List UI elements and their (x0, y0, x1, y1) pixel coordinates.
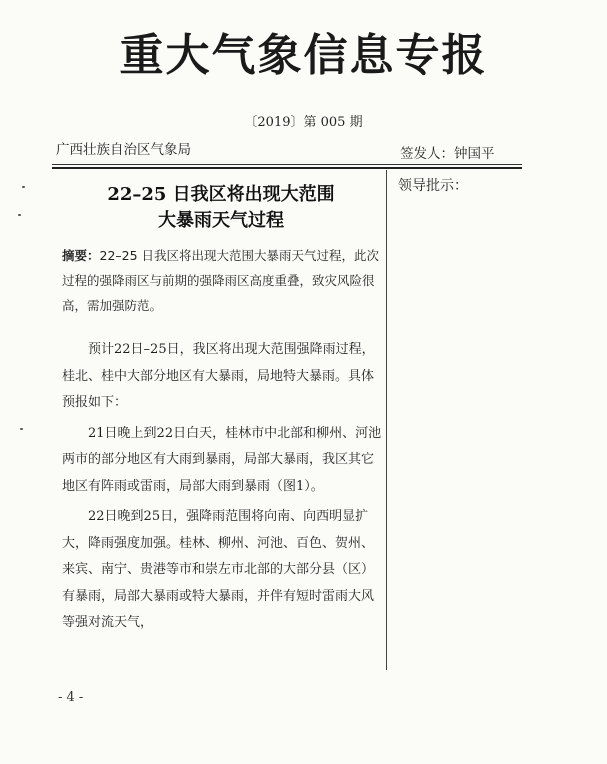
header-rule-thick (52, 167, 522, 169)
leader-instruction-label: 领导批示： (398, 178, 468, 194)
body-paragraph: 预计22日–25日，我区将出现大范围强降雨过程，桂北、桂中大部分地区有大暴雨，局地特大暴雨。具体预报如下： (62, 342, 375, 410)
page-number: - 4 - (58, 690, 84, 705)
scan-speck (22, 186, 25, 188)
issue-number: 〔2019〕第 005 期 (244, 115, 363, 130)
summary-lead: 摘要： (62, 248, 100, 263)
body-paragraph: 21日晚上到22日白天，桂林市中北部和柳州、河池两市的部分地区有大雨到暴雨，局部大暴雨，我区其它地区有阵雨或雷雨，局部大雨到暴雨（图1）。 (62, 425, 382, 494)
column-divider (386, 170, 387, 670)
article-title-line-1: 22–25 日我区将出现大范围 (107, 184, 335, 205)
article-summary (62, 243, 384, 318)
header-rule-thin (52, 164, 522, 165)
body-paragraph: 22日晚到25日，强降雨范围将向南、向西明显扩大，降雨强度加强。桂林、柳州、河池、百色、贺州、来宾、南宁、贵港等市和崇左市北部的大部分县（区）有暴雨，局部大暴雨或特大暴雨，并伴有短时雷雨大风等强对流天气， (62, 509, 375, 630)
article-body (62, 337, 384, 641)
issuer-name: 广西壮族自治区气象局 (56, 142, 191, 158)
scan-speck (18, 214, 21, 216)
signer: 签发人：钟国平 (400, 146, 495, 162)
article-title-line-2: 大暴雨天气过程 (158, 210, 284, 231)
scan-speck (20, 428, 23, 430)
summary-text: 22–25 日我区将出现大范围大暴雨天气过程，此次过程的强降雨区与前期的强降雨区高度重叠，致灾风险很高，需加强防范。 (62, 248, 380, 313)
article-title (58, 182, 384, 234)
page-title: 重大气象信息专报 (119, 30, 488, 81)
